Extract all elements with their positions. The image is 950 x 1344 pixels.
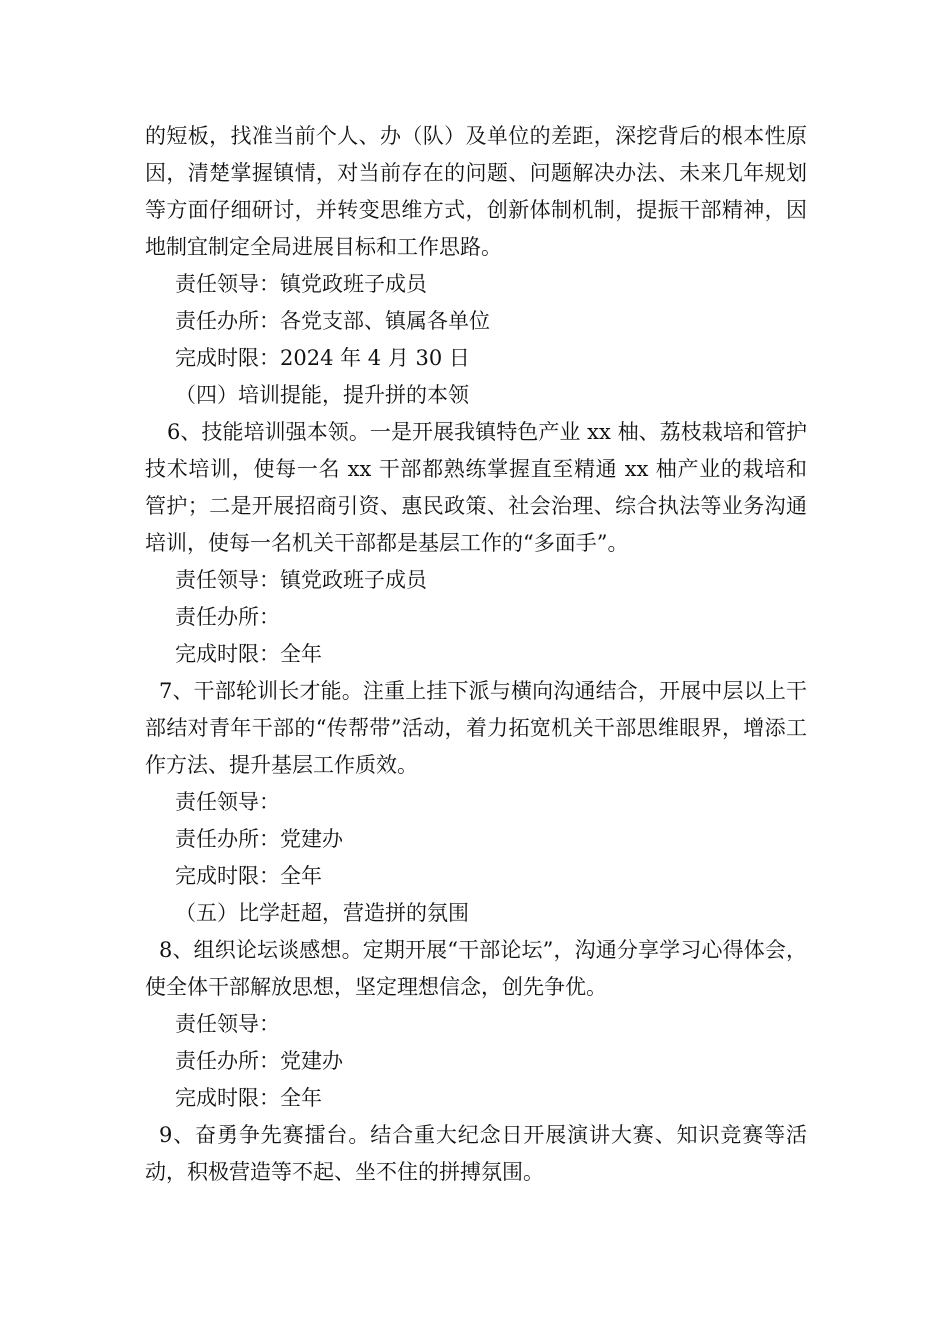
item-7-responsible-leader: 责任领导：: [175, 790, 280, 814]
item-6-responsible-leader: 责任领导：镇党政班子成员: [175, 568, 427, 592]
section-5-heading: （五）比学赶超，营造拼的氛围: [175, 901, 469, 925]
item-6-responsible-office: 责任办所：: [175, 605, 280, 629]
item-8-responsible-leader: 责任领导：: [175, 1012, 280, 1036]
document-body: [145, 118, 807, 1191]
intro-paragraph: 的短板，找准当前个人、办（队）及单位的差距，深挖背后的根本性原因，清楚掌握镇情，对当前存在的问题、问题解决办法、未来几年规划等方面仔细研讨，并转变思维方式，创新体制机制，提振干部精神，因地制宜制定全局进展目标和工作思路。: [145, 124, 807, 259]
item-7-responsible-office: 责任办所：党建办: [175, 827, 343, 851]
item-9-paragraph: 9、奋勇争先赛擂台。结合重大纪念日开展演讲大赛、知识竞赛等活动，积极营造等不起、坐不住的拼搏氛围。: [145, 1123, 807, 1184]
intro-responsible-leader: 责任领导：镇党政班子成员: [175, 272, 427, 296]
intro-deadline: 完成时限：2024 年 4 月 30 日: [175, 346, 470, 370]
intro-responsible-office: 责任办所：各党支部、镇属各单位: [175, 309, 490, 333]
item-8-paragraph: 8、组织论坛谈感想。定期开展“干部论坛”，沟通分享学习心得体会，使全体干部解放思想，坚定理想信念，创先争优。: [145, 938, 807, 999]
item-8-deadline: 完成时限：全年: [175, 1086, 322, 1110]
section-4-heading: （四）培训提能，提升拼的本领: [175, 383, 469, 407]
item-8-responsible-office: 责任办所：党建办: [175, 1049, 343, 1073]
item-7-paragraph: 7、干部轮训长才能。注重上挂下派与横向沟通结合，开展中层以上干部结对青年干部的“传帮带”活动，着力拓宽机关干部思维眼界，增添工作方法、提升基层工作质效。: [145, 679, 807, 777]
item-6-deadline: 完成时限：全年: [175, 642, 322, 666]
item-7-deadline: 完成时限：全年: [175, 864, 322, 888]
item-6-paragraph: 6、技能培训强本领。一是开展我镇特色产业 xx 柚、荔枝栽培和管护技术培训，使每一名 xx 干部都熟练掌握直至精通 xx 柚产业的栽培和管护；二是开展招商引资、惠民政策、社会治理、综合执法等业务沟通培训，使每一名机关干部都是基层工作的“多面手”。: [145, 420, 807, 555]
